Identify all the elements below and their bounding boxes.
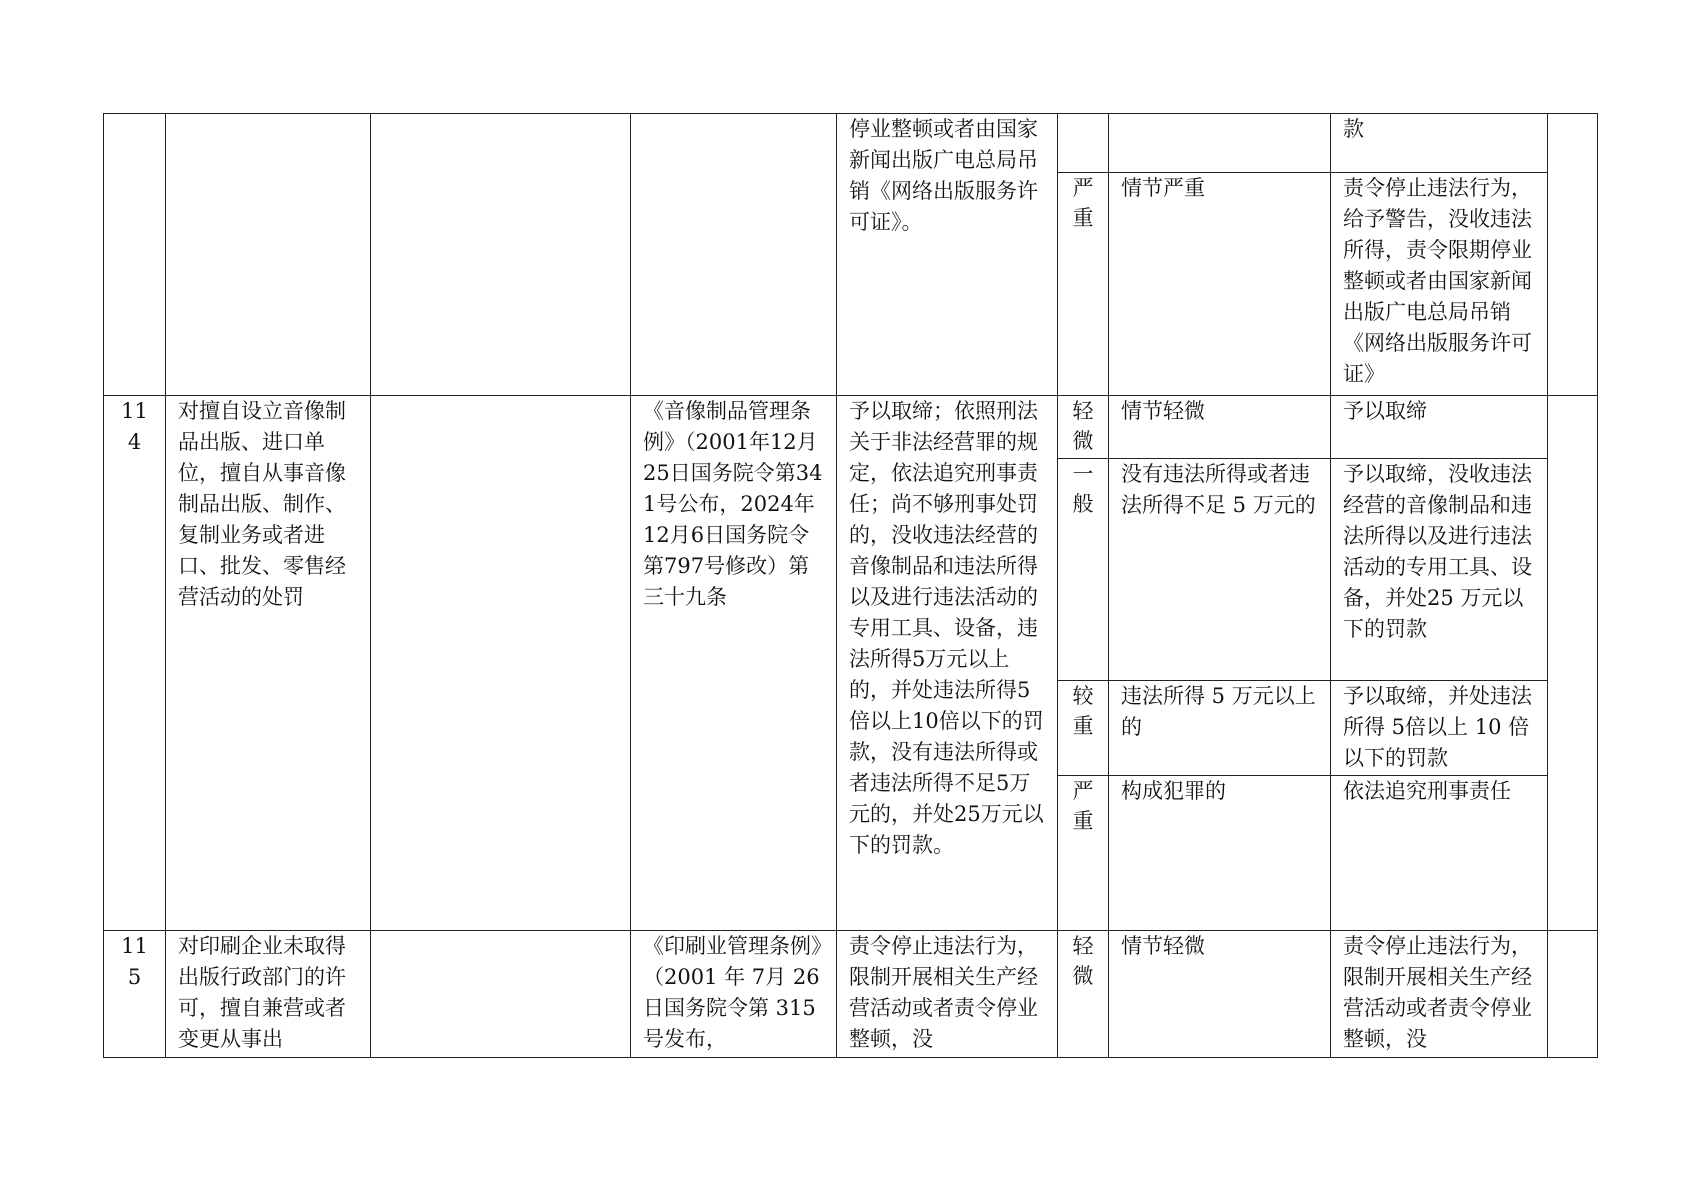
item-name: 对印刷企业未取得出版行政部门的许可，擅自兼营或者变更从事出: [166, 931, 371, 1058]
penalty-provision: 责令停止违法行为，限制开展相关生产经营活动或者责令停业整顿，没: [837, 931, 1058, 1058]
circumstance-cell: [1109, 931, 1331, 1058]
basis-cell: [631, 114, 837, 396]
circumstance-cell: [1109, 681, 1331, 776]
level-text: 轻微: [1072, 934, 1094, 988]
subject-cell: [371, 396, 631, 931]
level-text: 一般: [1072, 462, 1094, 516]
legal-basis: 《印刷业管理条例》（2001 年 7月 26 日国务院令第 315 号发布，: [631, 931, 837, 1058]
circumstance-text: 情节轻微: [1121, 934, 1205, 958]
item-number: 115: [104, 931, 166, 1058]
standard-text: 予以取缔，并处违法所得 5倍以上 10 倍以下的罚款: [1343, 684, 1532, 770]
level-text: 严重: [1072, 176, 1094, 230]
number-cell: [104, 114, 166, 396]
standard-text: 责令停止违法行为，限制开展相关生产经营活动或者责令停业整顿，没: [1343, 934, 1532, 1051]
table-row: [104, 396, 1598, 459]
item-name: 对擅自设立音像制品出版、进口单位，擅自从事音像制品出版、制作、复制业务或者进口、批发、零售经营活动的处罚: [166, 396, 371, 931]
circumstance-text: 情节轻微: [1121, 399, 1205, 423]
item-cell: [166, 114, 371, 396]
level-cell: [1058, 931, 1109, 1058]
level-text: 严重: [1072, 779, 1094, 833]
standard-text: 予以取缔: [1343, 399, 1427, 423]
legal-basis: 《音像制品管理条例》（2001年12月25日国务院令第341号公布，2024年12月6日国务院令第797号修改）第三十九条: [631, 396, 837, 931]
penalty-provision: 予以取缔；依照刑法关于非法经营罪的规定，依法追究刑事责任；尚不够刑事处罚的，没收违法经营的音像制品和违法所得以及进行违法活动的专用工具、设备，违法所得5万元以上的，并处违法所得5倍以上10倍以下的罚款，没有违法所得或者违法所得不足5万元的，并处25万元以下的罚款。: [837, 396, 1058, 931]
circumstance-cell: [1109, 776, 1331, 931]
standard-cell: [1331, 681, 1548, 776]
item-number: 114: [104, 396, 166, 931]
table-row: [104, 931, 1598, 1058]
standard-text: 依法追究刑事责任: [1343, 779, 1511, 803]
standard-cell: [1331, 459, 1548, 681]
circumstance-text: 情节严重: [1121, 176, 1205, 200]
standard-text: 款: [1343, 117, 1364, 141]
standard-text: 责令停止违法行为，给予警告，没收违法所得，责令限期停业整顿或者由国家新闻出版广电总局吊销《网络出版服务许可证》: [1343, 176, 1532, 386]
circumstance-text: 违法所得 5 万元以上的: [1121, 684, 1316, 739]
standard-cell: [1331, 114, 1548, 173]
circumstance-text: 没有违法所得或者违法所得不足 5 万元的: [1121, 462, 1316, 517]
provision-text: 停业整顿或者由国家新闻出版广电总局吊销《网络出版服务许可证》。: [849, 117, 1038, 234]
level-cell: [1058, 173, 1109, 396]
remarks-cell: [1548, 114, 1598, 396]
standard-cell: [1331, 396, 1548, 459]
level-text: 轻微: [1072, 399, 1094, 453]
remarks-cell: [1548, 396, 1598, 931]
circumstance-text: 构成犯罪的: [1121, 779, 1226, 803]
level-cell: [1058, 396, 1109, 459]
provision-cell: [837, 114, 1058, 396]
standard-cell: [1331, 173, 1548, 396]
level-cell: [1058, 114, 1109, 173]
level-cell: [1058, 459, 1109, 681]
circumstance-cell: [1109, 114, 1331, 173]
standard-cell: [1331, 931, 1548, 1058]
remarks-cell: [1548, 931, 1598, 1058]
circumstance-cell: [1109, 396, 1331, 459]
subject-cell: [371, 114, 631, 396]
standard-cell: [1331, 776, 1548, 931]
subject-cell: [371, 931, 631, 1058]
circumstance-cell: [1109, 173, 1331, 396]
level-cell: [1058, 776, 1109, 931]
level-cell: [1058, 681, 1109, 776]
penalty-standards-table: [103, 113, 1598, 1058]
level-text: 较重: [1072, 684, 1094, 738]
standard-text: 予以取缔，没收违法经营的音像制品和违法所得以及进行违法活动的专用工具、设备，并处25 万元以下的罚款: [1343, 462, 1532, 641]
circumstance-cell: [1109, 459, 1331, 681]
table-row: [104, 114, 1598, 173]
